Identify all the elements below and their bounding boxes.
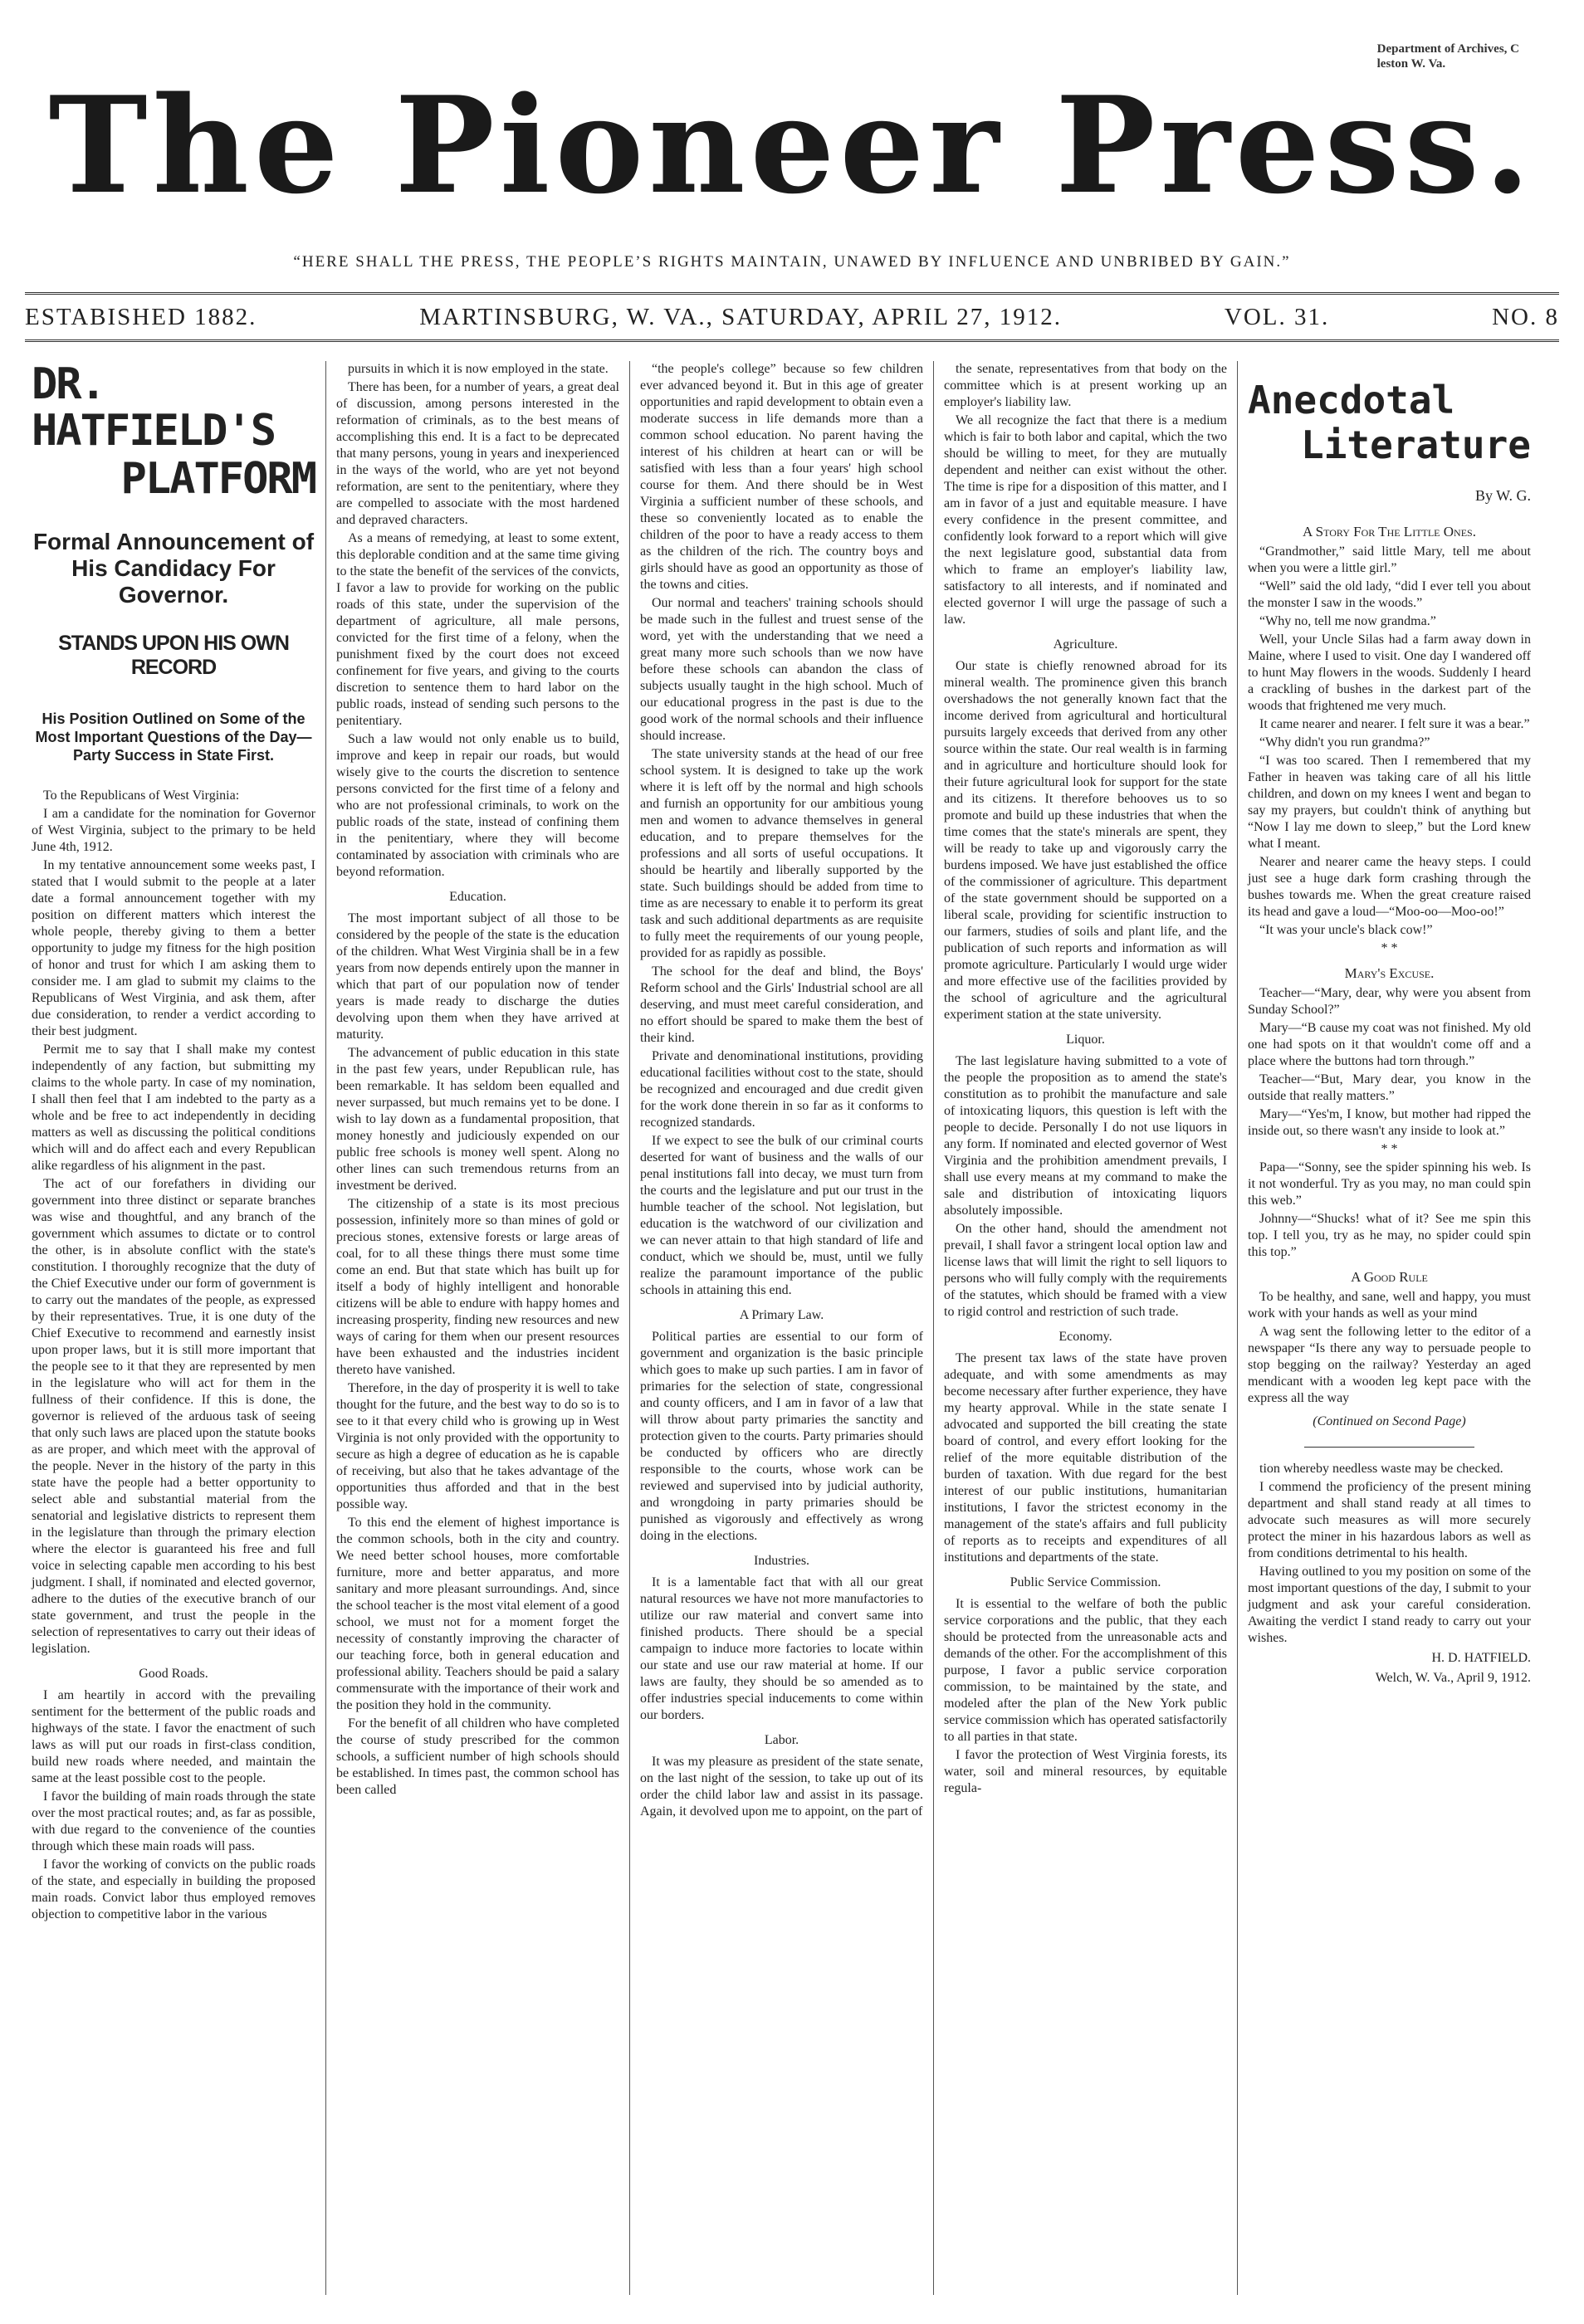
stamp-line-1: Department of Archives, C [1376, 42, 1519, 56]
newspaper-motto: “HERE SHALL THE PRESS, THE PEOPLE’S RIGHTS MAINTAIN, UNAWED BY INFLUENCE AND UNBRIBED BY GAIN.” [293, 253, 1291, 271]
headline-platform-part2: PLATFORM [120, 454, 315, 504]
section-heading-labor: Labor. [764, 1733, 799, 1747]
paragraph: “I was too scared. Then I remembered that my Father in heaven was taking care of all his little children, and down on my knees I went and began to say my prayers, but couldn't think of anything but “Now I lay me down to sleep,” but the Lord knew what I meant. [1248, 754, 1531, 851]
column-rule [1304, 1447, 1474, 1448]
paragraph: To be healthy, and sane, well and happy, you must work with your hands as well as your mind [1248, 1290, 1531, 1321]
paragraph: It was my pleasure as president of the state senate, on the last night of the session, to take up out of its order the child labor law and assist in its passage. Again, it devolved upon me to appoint, on the part of [640, 1755, 923, 1819]
story-title: A Story For The Little Ones. [1303, 524, 1476, 540]
paragraph: I am heartily in accord with the prevailing sentiment for the betterment of the public roads and highways of the state. I favor the enactment of such laws as will put our roads in first-class condition, build new roads where needed, and maintain the same at the least possible cost to the people. [32, 1688, 315, 1785]
paragraph: The present tax laws of the state have proven adequate, and with some amendments as may become necessary after further experience, they have my hearty approval. While in the state senate I advocated and supported the bill creating the state board of control, and every effort looking for the relief of the more equitable distribution of the burden of taxation. With due regard for the best interest of our public institutions, humanitarian institutions, I favor the strictest economy in the management of the state's affairs and full publicity of reports as to receipts and expenditures of all institutions and departments of the state. [944, 1351, 1227, 1565]
paragraph: I favor the building of main roads through the state over the most practical routes; and, as far as possible, with due regard to the convenience of the counties through which these main roads will pass. [32, 1789, 315, 1853]
newspaper-title: The Pioneer Press. [48, 67, 1536, 223]
paragraph: We all recognize the fact that there is a medium which is fair to both labor and capital, which the two should be willing to meet, for they are mutually dependent and neither can exist without the other. The time is ripe for a disposition of this matter, and I am in favor of a just and equitable measure. I have every confidence in the present committee, and confidently look forward to a report which will give the next legislature good, substantial data from which to frame an employer's liability law, satisfactory to all interests, and if nominated and elected governor I will urge the passage of such a law. [944, 413, 1227, 627]
paragraph: “Why didn't you run grandma?” [1259, 735, 1430, 749]
paragraph: Well, your Uncle Silas had a farm away down in Maine, where I used to visit. One day I wandered off to hunt May flowers in the woods. Suddenly I heard a crackling of bushes in the darkest part of the woods that frightened me very much. [1248, 632, 1531, 713]
established-label: ESTABISHED 1882. [25, 303, 257, 330]
subheadline-record: STANDS UPON HIS OWN RECORD [58, 632, 289, 679]
paragraph: Johnny—“Shucks! what of it? See me spin this top. I tell you, try as he may, no spider could spin this top.” [1248, 1212, 1531, 1259]
paragraph: The advancement of public education in this state in the past few years, under Republican rule, has been remarkable. It has seldom been equalled and never surpassed, but much remains yet to be done. I wish to lay down as a fundamental proposition, that money honestly and judiciously expended on our public free schools is money well spent. Along no other lines can such tremendous returns from an investment be derived. [336, 1046, 619, 1193]
paragraph: In my tentative announcement some weeks past, I stated that I would submit to the people at a later date a formal announcement together with my position on different matters which interest the whole people, thereby giving to them a better opportunity to judge my fitness for the high position of honor and trust for which I am asking them to consider me. I am glad to submit my claims to the Republicans of West Virginia, and ask them, after due consideration, to render a verdict according to their best judgment. [32, 858, 315, 1038]
paragraph: There has been, for a number of years, a great deal of discussion, among persons interested in the reformation of criminals, as to the best means of accomplishing this end. It is a fact to be deprecated that many persons, young in years and inexperienced in the ways of the world, who are yet not beyond reformation, are sent to the penitentiary, where they are compelled to associate with the most hardened and depraved characters. [336, 380, 619, 527]
paragraph: The citizenship of a state is its most precious possession, infinitely more so than mines of gold or precious stones, extensive forests or large areas of coal, for to all these things there must some time come an end. But that state which has built up for itself a body of highly intelligent and honorable citizens will be able to endure with happy homes and increasing prosperity, finding new resources and new ways of caring for them when our present resources have been exhausted and the industries incident thereto have vanished. [336, 1197, 619, 1377]
paragraph: To the Republicans of West Virginia: [43, 788, 240, 803]
section-heading-liquor: Liquor. [1066, 1033, 1105, 1047]
section-heading-agriculture: Agriculture. [1053, 637, 1118, 652]
column-3 [629, 361, 933, 2295]
paragraph: It came nearer and nearer. I felt sure it was a bear.” [1259, 717, 1530, 731]
paragraph: I am a candidate for the nomination for Governor of West Virginia, subject to the primary to be held June 4th, 1912. [32, 807, 315, 854]
section-heading-education: Education. [449, 890, 506, 904]
paragraph: It is a lamentable fact that with all our great natural resources we have not more manufactories to utilize our raw material and convert same into finished products. There should be a special campaign to induce more factories to locate within our state and use our raw material at home. If our laws are faulty, they should be so amended as to offer industries special inducements to come within our borders. [640, 1575, 923, 1722]
paragraph: The most important subject of all those to be considered by the people of the state is the education of the children. What West Virginia shall be in a few years from now depends entirely upon the manner in which that part of our population now of tender years is made ready to discharge the duties devolving upon them when they have arrived at maturity. [336, 911, 619, 1042]
section-heading-economy: Economy. [1058, 1330, 1112, 1344]
paragraph: I favor the working of convicts on the public roads of the state, and especially in building the proposed main roads. Convict labor thus employed removes objection to competitive labor in the various [32, 1858, 315, 1921]
paragraph: “Well” said the old lady, “did I ever tell you about the monster I saw in the woods.” [1248, 579, 1531, 610]
separator-stars: * * [1381, 1142, 1398, 1156]
story-title: Mary's Excuse. [1344, 965, 1435, 981]
paragraph: “Grandmother,” said little Mary, tell me about when you were a little girl.” [1248, 544, 1531, 575]
column-2 [325, 361, 629, 2295]
paragraph: “the people's college” because so few children ever advanced beyond it. But in this age of greater opportunities and rapid development to obtain even a moderate success in life demands more than a common school education. No parent having the interest of his children at heart can or will be satisfied with less than a four years' high school course for them. And there should be in West Virginia a sufficient number of these schools, and these so conveniently located as to enable the children of the poor to have a ready access to them as the children of the rich. The country boys and girls should have as good an opportunity as those of the towns and cities. [640, 362, 923, 592]
headline-literature: Literature [1301, 422, 1531, 467]
paragraph: Nearer and nearer came the heavy steps. I could just see a huge dark form crashing through the bushes towards me. When the great creature raised its head and gave a loud—“Moo-oo—Moo-oo!” [1248, 855, 1531, 919]
subheadline-announcement: Formal Announcement of His Candidacy For Governor. [32, 529, 315, 608]
continued-note: (Continued on Second Page) [1313, 1414, 1466, 1428]
paragraph: Mary—“B cause my coat was not finished. My old one had spots on it that wouldn't come off and a place where the buttons had torn through.” [1248, 1021, 1531, 1068]
signature-place-date: Welch, W. Va., April 9, 1912. [1375, 1671, 1531, 1685]
paragraph: pursuits in which it is now employed in the state. [348, 362, 609, 376]
section-heading-primary-law: A Primary Law. [739, 1308, 824, 1322]
headline-anecdotal: Anecdotal [1248, 378, 1455, 422]
paragraph: Such a law would not only enable us to build, improve and keep in repair our roads, but would wisely give to the courts the discretion to sentence persons convicted for the first time of a felony and who are not professional criminals, to work on the public roads of the state, instead of confining them in the penitentiary, where they will become contaminated by association with criminals who are beyond reformation. [336, 732, 619, 879]
paragraph: Permit me to say that I shall make my contest independently of any faction, but submitting my claims to the whole party. In case of my nomination, I shall then feel that I am indebted to the party as a whole and be free to act independently in deciding matters as well as discussing the political conditions which will and do affect each and every Republican alike regardless of his alignment in the past. [32, 1042, 315, 1173]
paragraph: Papa—“Sonny, see the spider spinning his web. Is it not wonderful. Try as you may, no man could spin this web.” [1248, 1160, 1531, 1208]
headline-platform-part1: DR. HATFIELD'S [32, 361, 276, 456]
paragraph: A wag sent the following letter to the editor of a newspaper “Is there any way to persuade people to stop begging on the railway? Yesterday an aged mendicant with a wooden leg kept pace with the express all the way [1248, 1325, 1531, 1405]
paragraph: Teacher—“But, Mary dear, you know in the outside that really matters.” [1248, 1072, 1531, 1103]
paragraph: To this end the element of highest importance is the common schools, both in the city and country. We need better school houses, more comfortable furniture, more and better apparatus, and more sanitary and more pleasant surroundings. And, since the school teacher is the most vital element of a good school, we must not for a moment forget the necessity of constantly improving the character of our teaching force, both in general education and professional ability. Teachers should be paid a salary commensurate with the importance of their work and the position they hold in the community. [336, 1516, 619, 1712]
paragraph: tion whereby needless waste may be checked. [1259, 1462, 1503, 1476]
section-heading-public-service: Public Service Commission. [1010, 1575, 1161, 1589]
dateline-bar [25, 292, 1559, 342]
paragraph: The last legislature having submitted to a vote of the people the proposition as to amend the state's constitution as to prohibit the manufacture and sale of intoxicating liquors, this question is left with the people to decide. Personally I do not use liquors in any form. If nominated and elected governor of West Virginia and the prohibition amendment prevails, I shall use every means at my command to make the sale and distribution of intoxicating liquors absolutely impossible. [944, 1054, 1227, 1218]
paragraph: the senate, representatives from that body on the committee which is at present working up an employer's liability law. [944, 362, 1227, 409]
paragraph: On the other hand, should the amendment not prevail, I shall favor a stringent local option law and license laws that will limit the right to sell liquors to persons who will fully comply with the requirements of the statutes, which should be framed with a view to rigid control and restriction of such trade. [944, 1222, 1227, 1319]
paragraph: Teacher—“Mary, dear, why were you absent from Sunday School?” [1248, 986, 1531, 1017]
paragraph: Therefore, in the day of prosperity it is well to take thought for the future, and the best way to do so is to see to it that every child who is growing up in West Virginia is not only provided with the opportunity to secure as high a degree of education as he is capable of receiving, but also that he takes advantage of the opportunities thus afforded and that in the best possible way. [336, 1381, 619, 1511]
place-date: MARTINSBURG, W. VA., SATURDAY, APRIL 27, 1912. [419, 303, 1063, 330]
issue-number: NO. 8 [1492, 303, 1559, 330]
paragraph: I favor the protection of West Virginia forests, its water, soil and mineral resources, by equitable regula- [944, 1748, 1227, 1795]
paragraph: “It was your uncle's black cow!” [1259, 923, 1433, 937]
section-heading-good-roads: Good Roads. [139, 1667, 208, 1681]
column-1 [22, 361, 325, 2295]
column-5 [1237, 361, 1541, 2295]
column-4 [933, 361, 1237, 2295]
paragraph: For the benefit of all children who have completed the course of study prescribed for the common schools, a sufficient number of high schools should be established. In times past, the common school has been called [336, 1716, 619, 1797]
paragraph: Private and denominational institutions, providing educational facilities without cost to the state, should be recognized and encouraged and due credit given for the work done therein in so far as it conforms to recognized standards. [640, 1049, 923, 1130]
paragraph: Our state is chiefly renowned abroad for its mineral wealth. The prominence given this branch overshadows the not generally known fact that the income derived from agricultural and horticultural pursuits largely exceeds that derived from any other source within the state. Our real wealth is in farming and in agriculture and horticulture should look for their future agricultural look for support for the state and its citizens. It therefore behooves us to so promote and build up these industries that when the time comes that the state's minerals are spent, they will be ready to take up and vigorously carry the burdens imposed. We have just established the office of the commissioner of agriculture. This department of the state government should be supported on a liberal scale, providing for scientific instruction to our farmers, studies of soils and plant life, and the publication of such reports and information as will promote agriculture. Particularly I would urge wider and more effective use of the facilities provided by the school of agriculture and the agricultural experiment station at the state university. [944, 659, 1227, 1022]
paragraph: “Why no, tell me now grandma.” [1259, 614, 1436, 628]
paragraph: As a means of remedying, at least to some extent, this deplorable condition and at the same time giving to the state the benefit of the services of the convicts, I favor a law to provide for working on the public roads of this state, under the supervision of the department of agriculture, all male persons, convicted for the first time of a felony, when the punishment fixed by the court does not exceed confinement for five years, and giving to the courts discretion to sentence them to hard labor on the public roads, instead of sending such persons to the penitentiary. [336, 531, 619, 728]
paragraph: It is essential to the welfare of both the public service corporations and the public, that they each should be protected from the unreasonable acts and demands of the other. For the accomplishment of this purpose, I favor a public service corporation commission, to be maintained by the state, and modeled after the plan of the New York public service commission which has operated satisfactorily to all parties in that state. [944, 1597, 1227, 1744]
byline: By W. G. [1474, 487, 1531, 504]
stamp-line-2: leston W. Va. [1376, 57, 1446, 71]
paragraph: Political parties are essential to our form of government and organization is the basic principle which goes to make up such parties. I am in favor of primaries for the selection of state, congressional and county officers, and I am in favor of a law that will throw about party primaries the sanctity and protection given to the courts. Party primaries should be conducted by officers who are directly responsible to the courts, whose work can be reviewed and supervised into by judicial authority, and wrongdoing in party primaries should be punished as vigorously and effectively as wrong doing in the elections. [640, 1330, 923, 1543]
paragraph: If we expect to see the bulk of our criminal courts deserted for want of business and the walls of our penal institutions fall into decay, we must turn from the courts and the legislature and put our trust in the humble teacher of the school. Not legislation, but education is the watchword of our civilization and we can never attain to that high standard of life and conduct, which we should be, must, until we fully realize the paramount importance of the public schools in attaining this end. [640, 1134, 923, 1297]
paragraph: The school for the deaf and blind, the Boys' Reform school and the Girls' Industrial school are all deserving, and must meet careful consideration, and no effort should be spared to make them the best of their kind. [640, 964, 923, 1045]
signature-name: H. D. HATFIELD. [1431, 1651, 1531, 1665]
paragraph: The act of our forefathers in dividing our government into three distinct or separate branches was wise and thoughtful, and any branch of the government which assumes to dictate or to control the other, is in absolute conflict with the state's constitution. I thoroughly recognize that the duty of the Chief Executive under our form of government is to carry out the mandates of the people, as expressed by their representatives. True, it is one duty of the Chief Executive to recommend and earnestly insist upon proper laws, but it is still more important that the people see to it that they are represented by men in the legislature who will act for them in the fullness of their confidence. If this is done, the governor is relieved of the arduous task of seeing that only such laws are placed upon the statute books as are proper, and which meet with the approval of the people. Never in the history of the party in this state have the people had a better opportunity to select able and substantial material from the senatorial and legislative districts to represent them in the legislature than through the primary election where the elector is guaranteed his free and full voice in selecting capable men according to his best judgment. I shall, if nominated and elected governor, adhere to the duties of the executive branch of our state government, and trust the people in the selection of representatives to carry out their ideas of legislation. [32, 1177, 315, 1656]
paragraph: Having outlined to you my position on some of the most important questions of the day, I submit to your judgment and ask your careful consideration. Awaiting the verdict I stand ready to carry out your wishes. [1248, 1565, 1531, 1645]
paragraph: The state university stands at the head of our free school system. It is designed to take up the work where it is left off by the normal and high schools and furnish an opportunity for our ambitious young men and women to advance themselves in general education, and to prepare themselves for the professions and all sorts of useful occupations. It should be heartily and liberally supported by the state. Such buildings should be added from time to time as are necessary to enable it to perform its great task and such additional departments as are requisite to fully meet the requirements of our young people, provided for as rapidly as possible. [640, 747, 923, 960]
volume-label: VOL. 31. [1224, 303, 1330, 330]
paragraph: Our normal and teachers' training schools should be made such in the fullest and truest sense of the word, yet with the understanding that we need a great many more such schools than we now have before these schools can abandon the class of subjects usually taught in the high school. Much of our educational progress in the past is due to the good work of the normal schools and their influence should increase. [640, 596, 923, 743]
subheadline-position: His Position Outlined on Some of the Most Important Questions of the Day—Party Success in State First. [35, 710, 312, 764]
paragraph: I commend the proficiency of the present mining department and shall stand ready at all times to advocate such measures as will more securely protect the miner in his hazardous labors as well as from conditions detrimental to his health. [1248, 1480, 1531, 1560]
story-title: A Good Rule [1351, 1269, 1428, 1285]
separator-stars: * * [1381, 941, 1398, 955]
section-heading-industries: Industries. [753, 1554, 810, 1568]
paragraph: Mary—“Yes'm, I know, but mother had ripped the inside out, so there wasn't any inside to look at.” [1248, 1107, 1531, 1138]
article-columns [22, 361, 1541, 2295]
